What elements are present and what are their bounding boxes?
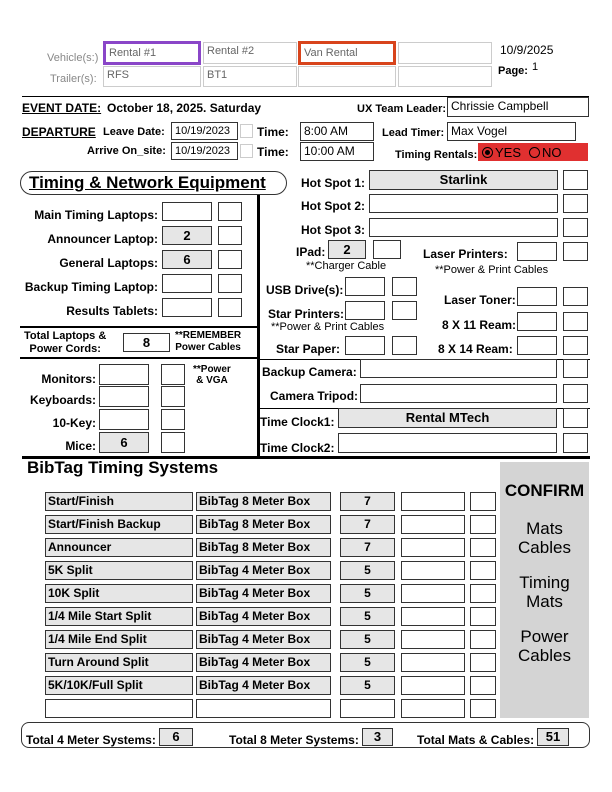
bibtag-mats-count[interactable]: 7 — [340, 515, 395, 534]
bibtag-mats-count[interactable]: 5 — [340, 584, 395, 603]
bibtag-check[interactable] — [470, 607, 496, 626]
backup-camera-field[interactable] — [360, 359, 557, 378]
bibtag-location[interactable]: 10K Split — [45, 584, 193, 603]
keyboards-check[interactable] — [161, 386, 185, 407]
bibtag-confirm-field[interactable] — [401, 561, 465, 580]
backup-camera-check[interactable] — [563, 359, 588, 378]
main-timing-laptops-check[interactable] — [218, 202, 242, 221]
bibtag-system[interactable]: BibTag 4 Meter Box — [196, 561, 331, 580]
total8-label: Total 8 Meter Systems: — [229, 733, 359, 747]
bibtag-confirm-field[interactable] — [401, 676, 465, 695]
bibtag-check[interactable] — [470, 630, 496, 649]
page-number: 1 — [532, 61, 539, 73]
hotspot2-check[interactable] — [563, 194, 588, 213]
bibtag-system[interactable]: BibTag 4 Meter Box — [196, 630, 331, 649]
bibtag-location[interactable]: Announcer — [45, 538, 193, 557]
bibtag-mats-count[interactable] — [340, 699, 395, 718]
divider — [20, 357, 257, 359]
bibtag-check[interactable] — [470, 515, 496, 534]
main-timing-laptops-field[interactable] — [162, 202, 212, 221]
arrive-date-field[interactable]: 10/19/2023 — [171, 142, 238, 160]
bibtag-mats-count[interactable]: 5 — [340, 561, 395, 580]
general-laptops-field[interactable]: 6 — [162, 250, 212, 269]
mice-field[interactable]: 6 — [99, 432, 149, 453]
confirm-title: CONFIRM — [504, 481, 585, 500]
bibtag-check[interactable] — [470, 561, 496, 580]
tenkey-field[interactable] — [99, 409, 149, 430]
bibtag-check[interactable] — [470, 699, 496, 718]
bibtag-check[interactable] — [470, 653, 496, 672]
hotspot1-check[interactable] — [563, 170, 588, 190]
laser-toner-field[interactable] — [517, 287, 557, 306]
star-printers-field[interactable] — [345, 301, 385, 320]
bibtag-check[interactable] — [470, 676, 496, 695]
bibtag-location[interactable]: 1/4 Mile Start Split — [45, 607, 193, 626]
bibtag-mats-count[interactable]: 5 — [340, 630, 395, 649]
bibtag-confirm-field[interactable] — [401, 653, 465, 672]
bibtag-confirm-field[interactable] — [401, 492, 465, 511]
hotspot2-field[interactable] — [369, 194, 558, 213]
total-laptops-field[interactable]: 8 — [123, 333, 170, 352]
bibtag-mats-count[interactable]: 5 — [340, 676, 395, 695]
general-laptops-check[interactable] — [218, 250, 242, 269]
announcer-laptop-label: Announcer Laptop: — [47, 232, 158, 246]
star-paper-label: Star Paper: — [276, 342, 341, 356]
bibtag-mats-count[interactable]: 7 — [340, 492, 395, 511]
ream-8x14-field[interactable] — [517, 336, 557, 355]
power-vga-note: **Power & VGA — [193, 364, 231, 386]
bibtag-location[interactable]: Start/Finish Backup — [45, 515, 193, 534]
star-paper-field[interactable] — [345, 336, 385, 355]
confirm-mats-cables: Mats Cables — [518, 519, 571, 557]
tenkey-check[interactable] — [161, 409, 185, 430]
star-printers-check[interactable] — [392, 301, 417, 320]
backup-camera-label: Backup Camera: — [262, 365, 357, 379]
ux-leader-label: UX Team Leader: — [357, 103, 447, 115]
total4-label: Total 4 Meter Systems: — [26, 733, 156, 747]
camera-tripod-check[interactable] — [563, 384, 588, 403]
arrive-date-picker[interactable] — [240, 144, 253, 158]
monitors-check[interactable] — [161, 364, 185, 385]
bibtag-confirm-field[interactable] — [401, 584, 465, 603]
bibtag-system[interactable]: BibTag 8 Meter Box — [196, 538, 331, 557]
bibtag-system[interactable] — [196, 699, 331, 718]
vehicle-4-field[interactable] — [398, 42, 492, 64]
bibtag-location[interactable]: 5K Split — [45, 561, 193, 580]
bibtag-confirm-field[interactable] — [401, 515, 465, 534]
bibtag-check[interactable] — [470, 584, 496, 603]
time-clock1-label: Time Clock1: — [260, 415, 335, 429]
hotspot3-check[interactable] — [563, 218, 588, 237]
ipad-label: IPad: — [296, 245, 326, 259]
bibtag-check[interactable] — [470, 492, 496, 511]
mice-check[interactable] — [161, 432, 185, 453]
bibtag-system[interactable]: BibTag 8 Meter Box — [196, 492, 331, 511]
trailer-3-field[interactable] — [298, 66, 396, 87]
announcer-laptop-check[interactable] — [218, 226, 242, 245]
confirm-panel — [500, 462, 589, 718]
announcer-laptop-field[interactable]: 2 — [162, 226, 212, 245]
trailer-1-field[interactable]: RFS — [103, 66, 201, 87]
bibtag-system[interactable]: BibTag 4 Meter Box — [196, 584, 331, 603]
laser-printers-check[interactable] — [563, 242, 588, 261]
bibtag-mats-count[interactable]: 5 — [340, 607, 395, 626]
form-date: 10/9/2025 — [500, 43, 554, 57]
arrive-time-field[interactable]: 10:00 AM — [300, 142, 374, 161]
time-clock2-field[interactable] — [338, 433, 557, 453]
total-laptops-label: Total Laptops & Power Cords: — [24, 330, 107, 355]
bibtag-system[interactable]: BibTag 4 Meter Box — [196, 607, 331, 626]
time-clock2-check[interactable] — [563, 433, 588, 453]
backup-timing-laptop-check[interactable] — [218, 274, 242, 293]
bibtag-location[interactable]: 5K/10K/Full Split — [45, 676, 193, 695]
tenkey-label: 10-Key: — [52, 416, 96, 430]
results-tablets-field[interactable] — [162, 298, 212, 317]
star-note: **Power & Print Cables — [271, 321, 385, 333]
leave-date-label: Leave Date: — [103, 126, 165, 138]
total4-field[interactable]: 6 — [159, 728, 193, 746]
mice-label: Mice: — [65, 439, 96, 453]
ream-8x11-label: 8 X 11 Ream: — [442, 318, 517, 332]
arrive-label: Arrive On_site: — [87, 145, 166, 157]
total-mats-field[interactable]: 51 — [537, 728, 569, 746]
usb-check[interactable] — [392, 277, 417, 296]
hotspot3-field[interactable] — [369, 218, 558, 237]
yes-radio[interactable] — [482, 147, 493, 158]
ream-8x14-label: 8 X 14 Ream: — [438, 342, 513, 356]
page-label: Page: — [498, 65, 528, 77]
keyboards-field[interactable] — [99, 386, 149, 407]
ream-8x11-check[interactable] — [563, 312, 588, 331]
trailer-label: Trailer(s): — [50, 73, 97, 85]
time-clock1-check[interactable] — [563, 408, 588, 428]
ipad-check[interactable] — [373, 240, 401, 259]
trailer-4-field[interactable] — [398, 66, 492, 87]
bibtag-system[interactable]: BibTag 8 Meter Box — [196, 515, 331, 534]
keyboards-label: Keyboards: — [29, 393, 96, 407]
star-printers-label: Star Printers: — [268, 307, 345, 321]
no-label: NO — [542, 144, 562, 160]
bibtag-title: BibTag Timing Systems — [27, 458, 219, 477]
power-print-note: **Power & Print Cables — [435, 264, 549, 276]
equipment-title: Timing & Network Equipment — [20, 171, 287, 195]
vehicle-3-field[interactable]: Van Rental — [298, 41, 396, 65]
ux-leader-field[interactable]: Chrissie Campbell — [447, 97, 589, 117]
bibtag-check[interactable] — [470, 538, 496, 557]
confirm-timing-mats: Timing Mats — [519, 573, 570, 611]
general-laptops-label: General Laptops: — [59, 256, 158, 270]
arrive-time-label: Time: — [257, 145, 289, 159]
laser-printers-field[interactable] — [517, 242, 557, 261]
trailer-2-field[interactable]: BT1 — [203, 66, 297, 87]
lead-timer-field[interactable]: Max Vogel — [447, 122, 576, 141]
leave-time-label: Time: — [257, 125, 289, 139]
main-timing-laptops-label: Main Timing Laptops: — [34, 208, 158, 222]
remember-note: **REMEMBER Power Cables — [175, 330, 242, 353]
bibtag-mats-count[interactable]: 5 — [340, 653, 395, 672]
bibtag-location[interactable]: Start/Finish — [45, 492, 193, 511]
vehicle-label: Vehicle(s:) — [47, 52, 99, 64]
leave-date-picker[interactable] — [240, 124, 253, 138]
laser-printers-label: Laser Printers: — [423, 247, 508, 261]
divider — [20, 326, 257, 328]
bibtag-location[interactable]: Turn Around Split — [45, 653, 193, 672]
hotspot2-label: Hot Spot 2: — [301, 199, 365, 213]
leave-time-field[interactable]: 8:00 AM — [300, 122, 374, 141]
camera-tripod-label: Camera Tripod: — [270, 389, 359, 403]
laser-toner-label: Laser Toner: — [444, 293, 516, 307]
backup-timing-laptop-field[interactable] — [162, 274, 212, 293]
usb-label: USB Drive(s): — [266, 283, 344, 297]
laser-toner-check[interactable] — [563, 287, 588, 306]
yes-label: YES — [495, 144, 522, 160]
bibtag-confirm-field[interactable] — [401, 538, 465, 557]
results-tablets-label: Results Tablets: — [66, 304, 158, 318]
lead-timer-label: Lead Timer: — [382, 127, 445, 139]
monitors-field[interactable] — [99, 364, 149, 385]
leave-date-field[interactable]: 10/19/2023 — [171, 122, 238, 140]
bibtag-confirm-field[interactable] — [401, 699, 465, 718]
total-mats-label: Total Mats & Cables: — [417, 733, 535, 747]
bibtag-location[interactable]: 1/4 Mile End Split — [45, 630, 193, 649]
total8-field[interactable]: 3 — [362, 728, 393, 746]
bibtag-mats-count[interactable]: 7 — [340, 538, 395, 557]
hotspot3-label: Hot Spot 3: — [301, 223, 365, 237]
ream-8x11-field[interactable] — [517, 312, 557, 331]
departure-label: DEPARTURE — [22, 125, 96, 139]
no-radio[interactable] — [529, 147, 540, 158]
timing-rentals-group — [478, 143, 588, 161]
event-date-label: EVENT DATE: — [22, 101, 102, 115]
time-clock1-field[interactable]: Rental MTech — [338, 408, 557, 428]
confirm-power-cables: Power Cables — [518, 627, 571, 665]
camera-tripod-field[interactable] — [360, 384, 557, 403]
usb-field[interactable] — [345, 277, 385, 296]
monitors-label: Monitors: — [41, 372, 96, 386]
vehicle-2-field[interactable]: Rental #2 — [203, 42, 297, 64]
bibtag-confirm-field[interactable] — [401, 607, 465, 626]
bibtag-confirm-field[interactable] — [401, 630, 465, 649]
event-date-value: October 18, 2025. Saturday — [107, 101, 262, 115]
ipad-field[interactable]: 2 — [328, 240, 366, 259]
bibtag-system[interactable]: BibTag 4 Meter Box — [196, 676, 331, 695]
ream-8x14-check[interactable] — [563, 336, 588, 355]
charger-note: **Charger Cable — [306, 260, 387, 272]
hotspot1-label: Hot Spot 1: — [301, 176, 365, 190]
timing-rentals-label: Timing Rentals: — [395, 149, 478, 161]
star-paper-check[interactable] — [392, 336, 417, 355]
hotspot1-field[interactable]: Starlink — [369, 170, 558, 190]
bibtag-location[interactable] — [45, 699, 193, 718]
bibtag-system[interactable]: BibTag 4 Meter Box — [196, 653, 331, 672]
backup-timing-laptop-label: Backup Timing Laptop: — [24, 280, 158, 294]
results-tablets-check[interactable] — [218, 298, 242, 317]
vehicle-1-field[interactable]: Rental #1 — [103, 41, 201, 65]
time-clock2-label: Time Clock2: — [260, 441, 335, 455]
